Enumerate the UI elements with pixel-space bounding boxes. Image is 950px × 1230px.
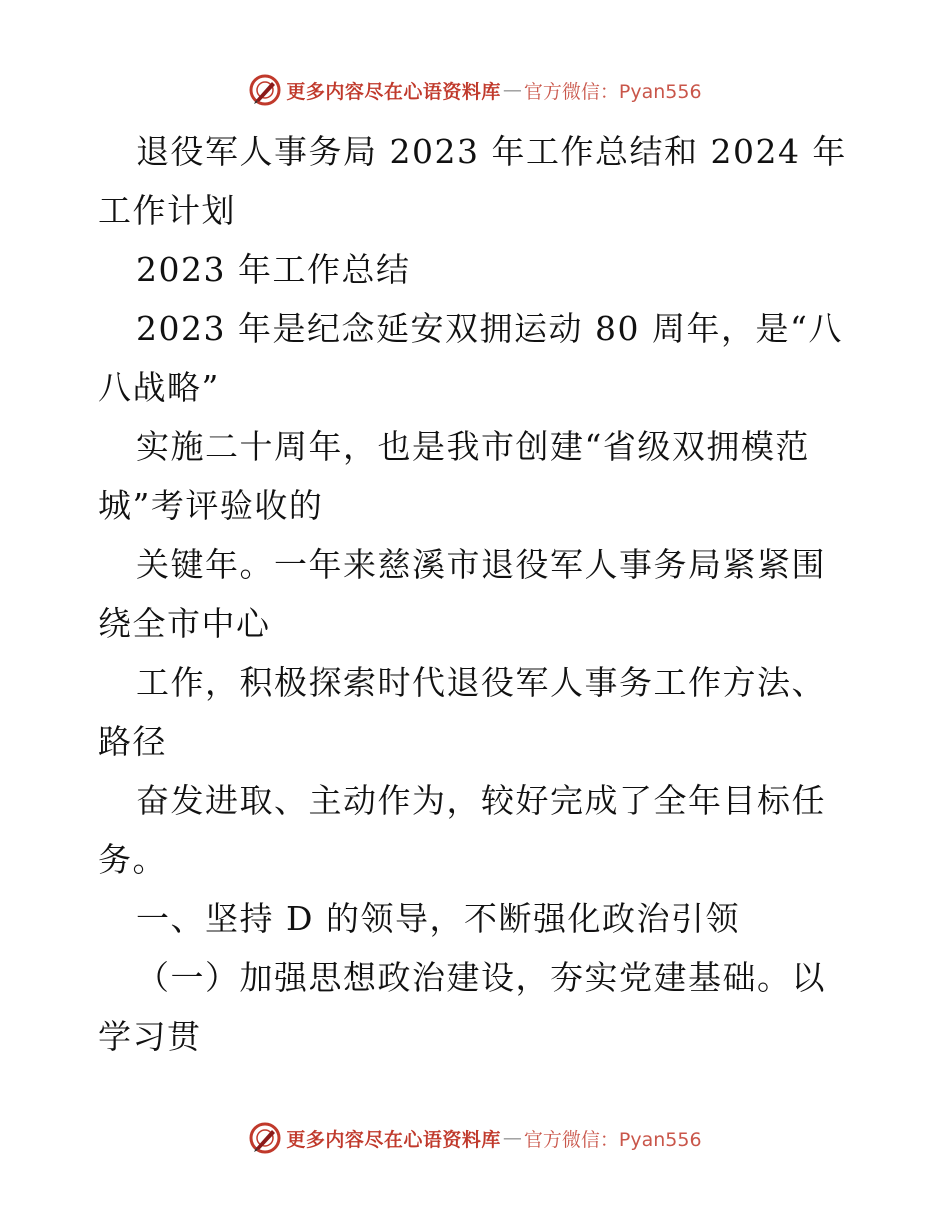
banner-text: 更多内容尽在心语资料库 xyxy=(286,80,501,103)
doc-title: 退役军人事务局 2023 年工作总结和 2024 年工作计划 xyxy=(98,132,847,230)
footer-banner xyxy=(0,1118,950,1158)
body-paragraph: 关键年。一年来慈溪市退役军人事务局紧紧围绕全市中心 xyxy=(98,545,826,643)
section-heading: 2023 年工作总结 xyxy=(136,250,411,289)
body-paragraph: 2023 年是纪念延安双拥运动 80 周年，是“八八战略” xyxy=(98,309,843,407)
subsection-heading: 一、坚持 D 的领导，不断强化政治引领 xyxy=(136,899,740,938)
banner-contact: 官方微信：Pyan556 xyxy=(523,80,702,103)
header-banner xyxy=(0,70,950,110)
pen-logo-icon xyxy=(248,1121,282,1155)
banner-separator: — xyxy=(502,1127,522,1149)
banner-contact: 官方微信：Pyan556 xyxy=(523,1128,702,1151)
body-paragraph: 实施二十周年，也是我市创建“省级双拥模范城”考评验收的 xyxy=(98,427,810,525)
banner-separator: — xyxy=(502,79,522,101)
banner-text: 更多内容尽在心语资料库 xyxy=(286,1128,501,1151)
pen-logo-icon xyxy=(248,73,282,107)
body-paragraph: 工作，积极探索时代退役军人事务工作方法、路径 xyxy=(98,663,826,761)
document-body xyxy=(98,122,858,1066)
body-paragraph: （一）加强思想政治建设，夯实党建基础。以学习贯 xyxy=(98,958,826,1056)
body-paragraph: 奋发进取、主动作为，较好完成了全年目标任务。 xyxy=(98,781,826,879)
